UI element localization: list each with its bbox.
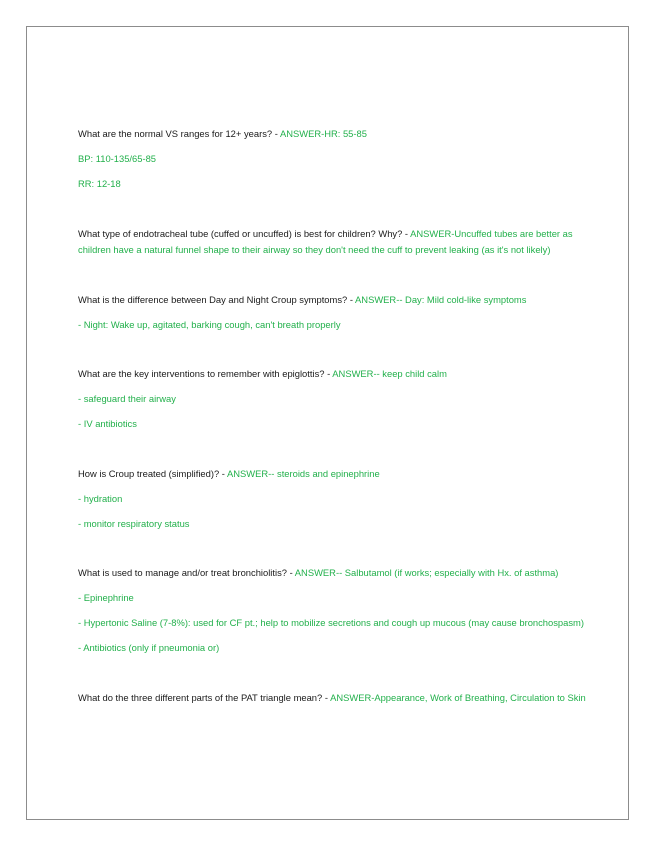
answer-extra-line: - hydration [78,492,123,504]
question-text: What do the three different parts of the PAT triangle mean? - [78,691,331,703]
answer-text: ANSWER-Appearance, Work of Breathing, Circulation to Skin [330,691,586,703]
answer-extra-line: - Antibiotics (only if pneumonia or) [78,642,220,653]
answer-text: ANSWER-HR: 55-85 [279,128,367,139]
qa-line [78,126,588,143]
answer-extra-line: - Night: Wake up, agitated, barking cough, can't breath properly [78,318,341,330]
qa-list [78,126,588,706]
qa-item [78,226,588,259]
question-text: How is Croup treated (simplified)? - [78,467,228,479]
qa-line [78,690,588,707]
question-text: What is the difference between Day and Night Croup symptoms? - [78,293,356,305]
answer-text: ANSWER-- Day: Mild cold-like symptoms [355,293,527,305]
answer-extra-line: BP: 110-135/65-85 [78,153,157,164]
document-page [26,26,629,820]
question-text: What are the key interventions to remember with epiglottis? - [78,368,333,379]
qa-item [78,565,588,657]
answer-text: ANSWER-Uncuffed tubes are better as children have a natural funnel shape to their airway so they don't need the cuff to prevent leaking (as it's not likely) [78,227,573,255]
qa-line [78,466,588,483]
answer-extra-line: - IV antibiotics [78,418,137,429]
qa-line [78,292,588,309]
answer-extra-line: - safeguard their airway [78,393,176,404]
answer-extra-line: - monitor respiratory status [78,517,190,529]
answer-extra-line: - Hypertonic Saline (7-8%): used for CF pt.; help to mobilize secretions and cough up mucous (may cause bronchospasm) [78,617,584,628]
question-text: What is used to manage and/or treat bronchiolitis? - [78,567,295,578]
answer-extra-line: - Epinephrine [78,592,134,603]
qa-line [78,565,588,582]
qa-line [78,226,588,259]
qa-item [78,366,588,433]
answer-text: ANSWER-- keep child calm [332,368,447,379]
question-text: What are the normal VS ranges for 12+ years? - [78,128,280,139]
qa-item [78,126,588,193]
qa-item [78,292,588,334]
answer-text: ANSWER-- Salbutamol (if works; especially with Hx. of asthma) [294,567,559,578]
qa-line [78,366,588,383]
answer-text: ANSWER-- steroids and epinephrine [227,467,380,479]
answer-extra-line: RR: 12-18 [78,178,121,189]
qa-item [78,466,588,533]
question-text: What type of endotracheal tube (cuffed or uncuffed) is best for children? Why? - [78,227,411,239]
qa-item [78,690,588,707]
